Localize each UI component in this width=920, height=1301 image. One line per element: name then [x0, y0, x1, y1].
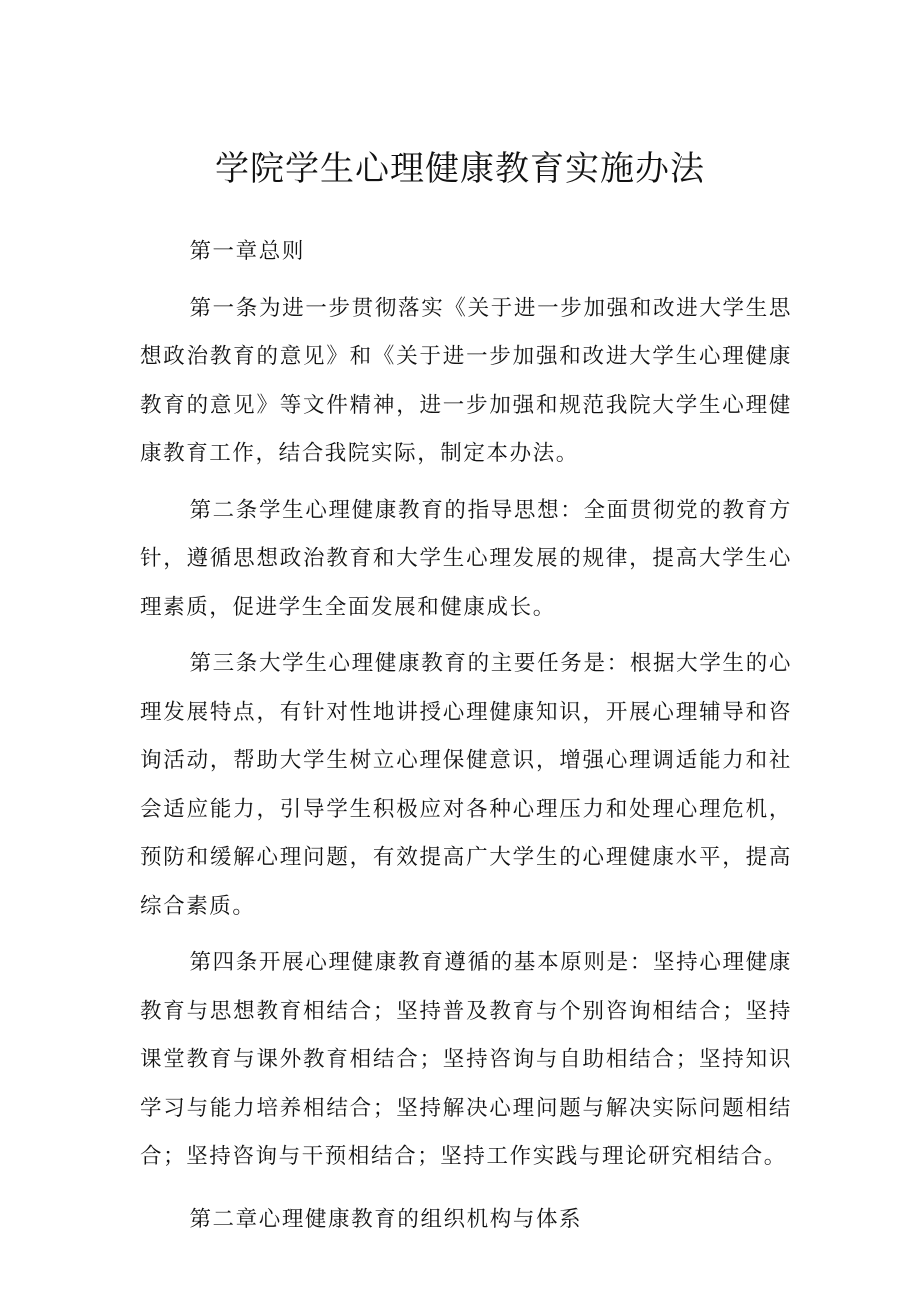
document-body [140, 228, 792, 1244]
article-2: 第二条学生心理健康教育的指导思想：全面贯彻党的教育方针，遵循思想政治教育和大学生心理发展的规律，提高大学生心理素质，促进学生全面发展和健康成长。 [140, 497, 792, 620]
document-title: 学院学生心理健康教育实施办法 [215, 149, 705, 189]
article-1: 第一条为进一步贯彻落实《关于进一步加强和改进大学生思想政治教育的意见》和《关于进一步加强和改进大学生心理健康教育的意见》等文件精神，进一步加强和规范我院大学生心理健康教育工作，结合我院实际，制定本办法。 [140, 295, 792, 466]
chapter-heading-2: 第二章心理健康教育的组织机构与体系 [189, 1206, 583, 1232]
article-4: 第四条开展心理健康教育遵循的基本原则是：坚持心理健康教育与思想教育相结合；坚持普及教育与个别咨询相结合；坚持课堂教育与课外教育相结合；坚持咨询与自助相结合；坚持知识学习与能力培养相结合；坚持解决心理问题与解决实际问题相结合；坚持咨询与干预相结合；坚持工作实践与理论研究相结合。 [140, 950, 792, 1169]
chapter-heading-1: 第一章总则 [189, 239, 305, 264]
article-3: 第三条大学生心理健康教育的主要任务是：根据大学生的心理发展特点，有针对性地讲授心理健康知识，开展心理辅导和咨询活动，帮助大学生树立心理保健意识，增强心理调适能力和社会适应能力，引导学生积极应对各种心理压力和处理心理危机，预防和缓解心理问题，有效提高广大学生的心理健康水平，提高综合素质。 [140, 651, 792, 919]
